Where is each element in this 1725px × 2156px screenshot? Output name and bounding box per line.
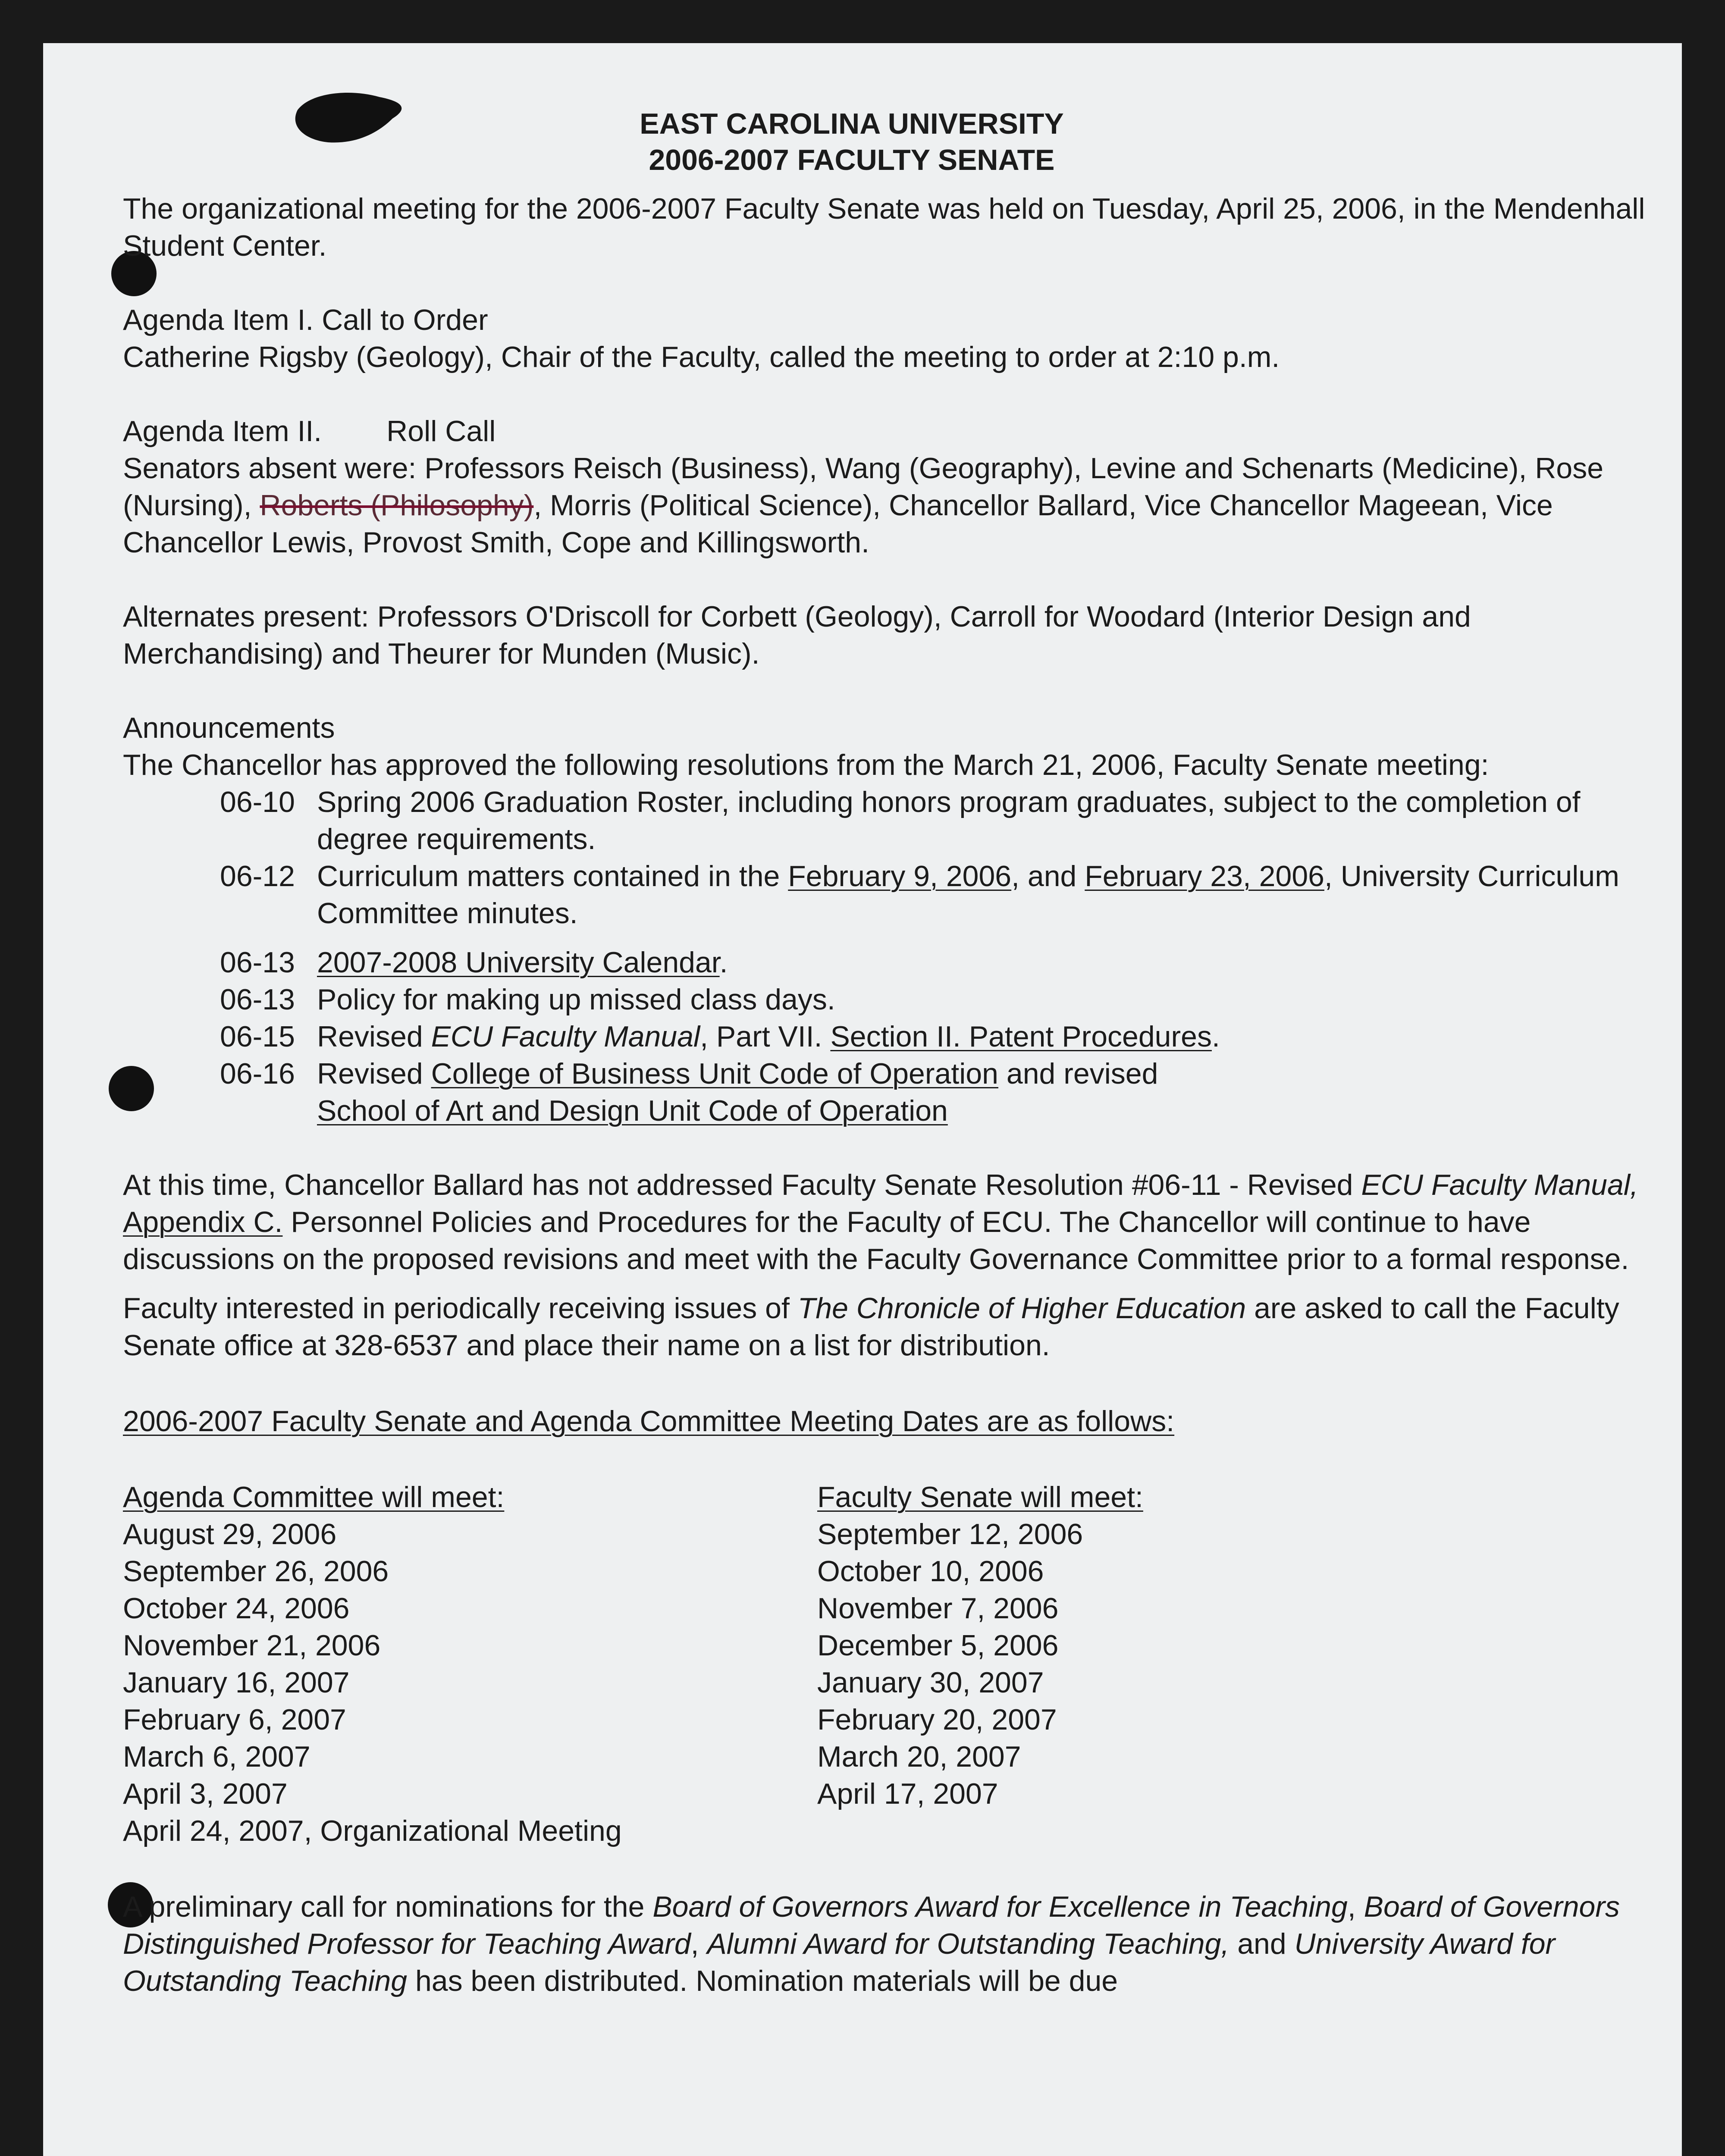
text-run: , [1347, 1890, 1364, 1923]
chronicle-paragraph [123, 1290, 1658, 1364]
faculty-senate-column [817, 1479, 1143, 1812]
text-run: has been distributed. Nomination materials will be due [407, 1965, 1118, 1997]
senate-meeting-date: November 7, 2006 [817, 1592, 1059, 1625]
agenda-meeting-date: March 6, 2007 [123, 1740, 310, 1773]
announcements-heading: Announcements [123, 711, 335, 744]
text-run: , and [1011, 860, 1085, 893]
resolution-number: 06-10 [220, 786, 295, 818]
text-run: , Part VII. [700, 1020, 831, 1053]
resolution-item [220, 858, 1658, 932]
header-line-1: EAST CAROLINA UNIVERSITY [640, 107, 1064, 140]
text-run: Personnel Policies and Procedures for the Faculty of ECU. The Chancellor will continue to have discussions on the proposed revisions and meet with the Faculty Governance Committee prior to a formal response. [123, 1206, 1629, 1275]
agenda-item-2-label: Agenda Item II. [123, 415, 322, 448]
text-run: . [1211, 1020, 1220, 1053]
text-run: Curriculum matters contained in the [317, 860, 788, 893]
agenda-item-2-title: Roll Call [386, 415, 496, 448]
intro-paragraph: The organizational meeting for the 2006-2007 Faculty Senate was held on Tuesday, April 25, 2006, in the Mendenhall Student Center. [123, 192, 1645, 262]
underlined-reference: Appendix C. [123, 1206, 283, 1238]
resolution-number: 06-15 [220, 1020, 295, 1053]
text-run: Revised [317, 1020, 431, 1053]
award-name: Alumni Award for Outstanding Teaching, [707, 1927, 1229, 1960]
text-run: and [1229, 1927, 1295, 1960]
resolution-item [220, 1055, 1658, 1129]
text-run: Faculty interested in periodically receiving issues of [123, 1292, 798, 1325]
absent-text-a: Senators absent were: Professors Reisch (Business), Wang (Geography), Levine and Schenarts (Medicine), Rose (Nursing), [123, 452, 1604, 522]
underlined-reference: School of Art and Design Unit Code of Operation [317, 1094, 948, 1127]
resolution-text [317, 944, 1658, 981]
chancellor-paragraph [123, 1166, 1658, 1278]
text-run: A preliminary call for nominations for the [123, 1890, 653, 1923]
senate-meeting-date: October 10, 2006 [817, 1555, 1044, 1588]
italic-title: ECU Faculty Manual [431, 1020, 700, 1053]
resolution-number: 06-13 [220, 946, 295, 979]
agenda-meeting-date: January 16, 2007 [123, 1666, 350, 1699]
italic-title: The Chronicle of Higher Education [797, 1292, 1246, 1325]
underlined-reference: Section II. Patent Procedures [830, 1020, 1212, 1053]
document-page [43, 43, 1682, 2156]
underlined-reference: February 9, 2006 [788, 860, 1012, 893]
underlined-reference: February 23, 2006 [1085, 860, 1324, 893]
agenda-item-1-heading: Agenda Item I. Call to Order [123, 304, 488, 336]
agenda-meeting-date: September 26, 2006 [123, 1555, 389, 1588]
resolution-item [220, 1018, 1658, 1055]
agenda-committee-heading [123, 1479, 622, 1516]
nominations-paragraph [123, 1888, 1658, 1999]
senate-meeting-date: March 20, 2007 [817, 1740, 1021, 1773]
senators-absent [123, 450, 1658, 561]
text-run: , [690, 1927, 707, 1960]
document-body [123, 106, 1658, 1999]
absent-text-b: , Morris (Political Science), Chancellor Ballard, Vice Chancellor Mageean, Vice Chancellor Lewis, Provost Smith, Cope and Killingsworth. [123, 489, 1553, 559]
senate-meeting-date: April 17, 2007 [817, 1777, 998, 1810]
agenda-meeting-date: October 24, 2006 [123, 1592, 350, 1625]
resolution-text [317, 1055, 1658, 1129]
resolution-text: Spring 2006 Graduation Roster, including honors program graduates, subject to the completion of degree requirements. [317, 786, 1581, 856]
text-run: , University Curriculum Committee minutes. [317, 860, 1619, 930]
underlined-reference: 2007-2008 University Calendar [317, 946, 720, 979]
agenda-meeting-date: April 3, 2007 [123, 1777, 288, 1810]
agenda-meeting-date: February 6, 2007 [123, 1703, 346, 1736]
resolution-number: 06-13 [220, 983, 295, 1016]
agenda-committee-column [123, 1479, 622, 1849]
resolution-number: 06-16 [220, 1057, 295, 1090]
text-run: Revised [317, 1057, 431, 1090]
award-name: Board of Governors Distinguished Professor for Teaching Award [123, 1890, 1620, 1960]
resolution-text: Policy for making up missed class days. [317, 983, 835, 1016]
text-run: are asked to call the Faculty Senate office at 328-6537 and place their name on a list for distribution. [123, 1292, 1619, 1362]
senate-meeting-date: December 5, 2006 [817, 1629, 1059, 1662]
faculty-senate-heading [817, 1479, 1143, 1516]
text-run: and revised [998, 1057, 1158, 1090]
agenda-item-1-text: Catherine Rigsby (Geology), Chair of the Faculty, called the meeting to order at 2:10 p.m. [123, 341, 1280, 373]
meeting-dates-heading-text: 2006-2007 Faculty Senate and Agenda Committee Meeting Dates are as follows: [123, 1405, 1175, 1438]
senate-meeting-date: February 20, 2007 [817, 1703, 1057, 1736]
italic-title: ECU Faculty Manual, [1361, 1169, 1638, 1201]
faculty-senate-heading-text: Faculty Senate will meet: [817, 1481, 1143, 1514]
resolution-text [317, 858, 1658, 932]
resolution-item [220, 783, 1658, 858]
meeting-dates-table [123, 1479, 1658, 1849]
resolution-number: 06-12 [220, 860, 295, 893]
resolution-item [220, 944, 1658, 981]
underlined-reference: College of Business Unit Code of Operation [431, 1057, 998, 1090]
agenda-committee-heading-text: Agenda Committee will meet: [123, 1481, 505, 1514]
announcements-intro: The Chancellor has approved the following resolutions from the March 21, 2006, Faculty Senate meeting: [123, 749, 1489, 781]
resolution-text [317, 1018, 1658, 1055]
agenda-item-2-heading [123, 413, 1658, 450]
agenda-meeting-date: August 29, 2006 [123, 1518, 337, 1551]
resolution-item [220, 981, 1658, 1018]
senate-meeting-date: January 30, 2007 [817, 1666, 1044, 1699]
alternates-present: Alternates present: Professors O'Driscoll for Corbett (Geology), Carroll for Woodard (Interior Design and Merchandising) and Theurer for Munden (Music). [123, 600, 1471, 670]
senate-meeting-date: September 12, 2006 [817, 1518, 1083, 1551]
text-run: At this time, Chancellor Ballard has not addressed Faculty Senate Resolution #06-11 - Revised [123, 1169, 1361, 1201]
struck-name: Roberts (Philosophy) [260, 489, 534, 522]
header-line-2: 2006-2007 FACULTY SENATE [649, 144, 1055, 176]
award-name: University Award for Outstanding Teaching [123, 1927, 1556, 1997]
text-run: . [719, 946, 728, 979]
award-name: Board of Governors Award for Excellence in Teaching [652, 1890, 1348, 1923]
agenda-meeting-date: November 21, 2006 [123, 1629, 381, 1662]
agenda-meeting-date: April 24, 2007, Organizational Meeting [123, 1814, 622, 1847]
meeting-dates-heading [123, 1403, 1658, 1440]
